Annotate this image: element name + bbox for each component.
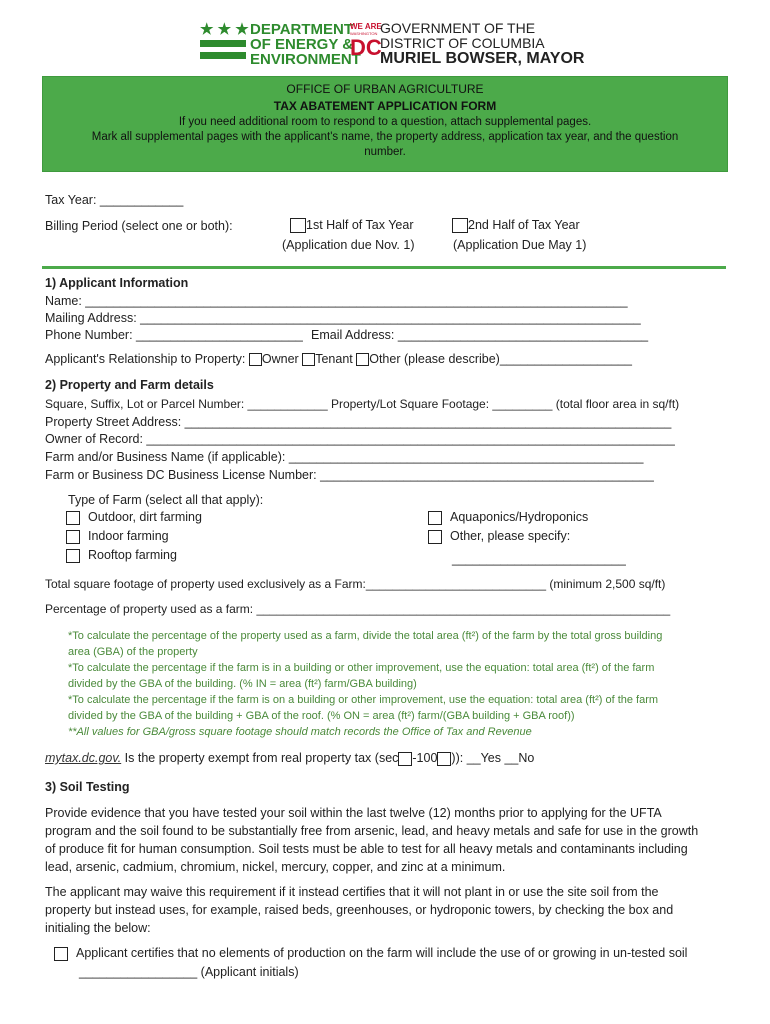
note-line: divided by the GBA of the building. (% IN = area (ft²) farm/GBA building) xyxy=(68,678,417,690)
we-are-dc-logo xyxy=(350,22,380,66)
outdoor-checkbox[interactable] xyxy=(66,511,80,525)
name-field[interactable]: Name: ______________________________________________________________________________ xyxy=(45,294,628,308)
indoor-checkbox[interactable] xyxy=(66,530,80,544)
note-line: *To calculate the percentage if the farm is in a building or other improvement, use the equation: total area (ft²) of the farm xyxy=(68,662,655,674)
relationship-label: Applicant's Relationship to Property: xyxy=(45,352,246,366)
second-half-due: (Application Due May 1) xyxy=(453,238,587,252)
rooftop-checkbox[interactable] xyxy=(66,549,80,563)
rooftop-label: Rooftop farming xyxy=(88,548,177,562)
exempt-question-text: Is the property exempt from real property tax (sec xyxy=(124,751,399,765)
header-band xyxy=(42,76,728,172)
mytax-link[interactable]: mytax.dc.gov. xyxy=(45,751,122,765)
note-line: *To calculate the percentage if the farm is on a building or other improvement, use the equation: total area (ft²) of the farm xyxy=(68,694,659,706)
billing-second-half[interactable] xyxy=(452,218,580,233)
other-farm-label: Other, please specify: xyxy=(450,529,571,543)
other-label: Other (please describe)___________________ xyxy=(369,352,632,366)
owner-checkbox[interactable] xyxy=(249,353,262,366)
tenant-label: Tenant xyxy=(315,352,353,366)
logo-bar-2 xyxy=(200,52,246,59)
gov-line2: DISTRICT OF COLUMBIA xyxy=(380,35,545,51)
paragraph-line: lead, arsenic, cadmium, chromium, nickel, mercury, copper, and zinc at a minimum. xyxy=(45,860,506,874)
we-are-text: WE ARE xyxy=(350,22,382,31)
aquaponics-label: Aquaponics/Hydroponics xyxy=(450,510,589,524)
owner-label: Owner xyxy=(261,352,299,366)
email-field[interactable]: Email Address: ____________________________________ xyxy=(311,328,649,342)
first-half-due: (Application due Nov. 1) xyxy=(282,238,415,252)
farm-type-rooftop[interactable] xyxy=(66,548,177,563)
header-instruction-2: Mark all supplemental pages with the applicant's name, the property address, application tax year, and the question xyxy=(91,131,679,143)
note-line: divided by the GBA of the building + GBA of the roof. (% ON = area (ft²) farm/(GBA building + GBA roof)) xyxy=(68,710,575,722)
certify-label: Applicant certifies that no elements of production on the farm will include the use of or growing in un-tested soil xyxy=(76,946,688,960)
farm-type-aquaponics[interactable] xyxy=(428,510,588,525)
first-half-label: 1st Half of Tax Year xyxy=(306,218,414,232)
other-farm-checkbox[interactable] xyxy=(428,530,442,544)
percentage-field[interactable]: Percentage of property used as a farm: ______________________________________________________________ xyxy=(45,602,671,616)
total-sqft-field[interactable]: Total square footage of property used exclusively as a Farm:___________________________ (minimum 2,500 sq/ft) xyxy=(45,577,666,591)
header-instruction-3: number. xyxy=(364,146,406,158)
exempt-answer[interactable]: )): __Yes __No xyxy=(451,751,535,765)
street-address-field[interactable]: Property Street Address: ______________________________________________________________________ xyxy=(45,415,672,429)
exempt-mid-text: -100 xyxy=(412,751,438,765)
office-name: OFFICE OF URBAN AGRICULTURE xyxy=(286,82,484,96)
paragraph-line: program and the soil found to be substantially free from arsenic, lead, and heavy metals and safe for use in the growth xyxy=(45,824,699,838)
other-farm-specify-field[interactable]: _________________________ xyxy=(452,552,626,566)
aquaponics-checkbox[interactable] xyxy=(428,511,442,525)
paragraph-line: property but instead uses, for example, raised beds, greenhouses, or hydroponic towers, by checking the box and xyxy=(45,903,674,917)
applicant-initials-field[interactable]: _________________ (Applicant initials) xyxy=(79,965,299,979)
farm-type-indoor[interactable] xyxy=(66,529,169,544)
billing-first-half[interactable] xyxy=(290,218,413,233)
exempt-question xyxy=(45,751,534,766)
section1-heading: 1) Applicant Information xyxy=(45,276,189,290)
mayor-name: MURIEL BOWSER, MAYOR xyxy=(380,50,585,67)
paragraph-line: The applicant may waive this requirement if it instead certifies that it will not plant in or use the site soil from the xyxy=(45,885,659,899)
first-half-checkbox[interactable] xyxy=(290,218,306,233)
gov-line1: GOVERNMENT OF THE xyxy=(380,20,536,36)
billing-label: Billing Period (select one or both): xyxy=(45,219,233,233)
business-name-field[interactable]: Farm and/or Business Name (if applicable): ___________________________________________________ xyxy=(45,450,644,464)
stars-icon: ★ ★ ★ xyxy=(200,21,249,38)
note-line: area (GBA) of the property xyxy=(68,646,198,658)
certify-row[interactable] xyxy=(54,946,687,961)
owner-of-record-field[interactable]: Owner of Record: ____________________________________________________________________________ xyxy=(45,432,675,446)
section-divider xyxy=(42,266,726,269)
farm-type-label: Type of Farm (select all that apply): xyxy=(68,493,264,507)
farm-type-other[interactable] xyxy=(428,529,570,544)
logo-dept-line1: DEPARTMENT xyxy=(250,21,354,38)
paragraph-line: Provide evidence that you have tested your soil within the last twelve (12) months prior to applying for the UFTA xyxy=(45,806,662,820)
note-line: *To calculate the percentage of the property used as a farm, divide the total area (ft²) of the farm by the total gross building xyxy=(68,630,663,642)
paragraph-line: of produce fit for human consumption. Soil tests must be able to test for all heavy metals and contaminants including xyxy=(45,842,688,856)
other-checkbox[interactable] xyxy=(356,353,369,366)
tax-year-field[interactable]: Tax Year: ____________ xyxy=(45,193,184,207)
paragraph-line: initialing the below: xyxy=(45,921,151,935)
lot-number-field[interactable]: Square, Suffix, Lot or Parcel Number: ____________ Property/Lot Square Footage: _________ (total floor area in sq/ft) xyxy=(45,397,680,411)
logo-dept-line3: ENVIRONMENT xyxy=(250,51,361,68)
farm-type-outdoor[interactable] xyxy=(66,510,202,525)
mailing-address-field[interactable]: Mailing Address: ________________________________________________________________________ xyxy=(45,311,641,325)
business-license-field[interactable]: Farm or Business DC Business License Number: ________________________________________________ xyxy=(45,468,654,482)
second-half-label: 2nd Half of Tax Year xyxy=(468,218,580,232)
section2-heading: 2) Property and Farm details xyxy=(45,378,214,392)
logo-dept-line2: OF ENERGY & xyxy=(250,36,354,53)
form-title: TAX ABATEMENT APPLICATION FORM xyxy=(273,99,497,113)
note-line: **All values for GBA/gross square footage should match records the Office of Tax and Revenue xyxy=(68,726,532,738)
outdoor-label: Outdoor, dirt farming xyxy=(88,510,202,524)
second-half-checkbox[interactable] xyxy=(452,218,468,233)
exempt-box-1[interactable] xyxy=(398,752,412,766)
tenant-checkbox[interactable] xyxy=(302,353,315,366)
phone-field[interactable]: Phone Number: ________________________ xyxy=(45,328,303,342)
indoor-label: Indoor farming xyxy=(88,529,169,543)
dc-text: DC xyxy=(350,35,382,60)
header-instruction-1: If you need additional room to respond to a question, attach supplemental pages. xyxy=(178,116,592,128)
relationship-row xyxy=(45,352,632,366)
logo-bar-1 xyxy=(200,40,246,47)
exempt-box-2[interactable] xyxy=(437,752,451,766)
washington-text: WASHINGTON xyxy=(350,31,378,36)
certify-checkbox[interactable] xyxy=(54,947,68,961)
section3-heading: 3) Soil Testing xyxy=(45,780,130,794)
